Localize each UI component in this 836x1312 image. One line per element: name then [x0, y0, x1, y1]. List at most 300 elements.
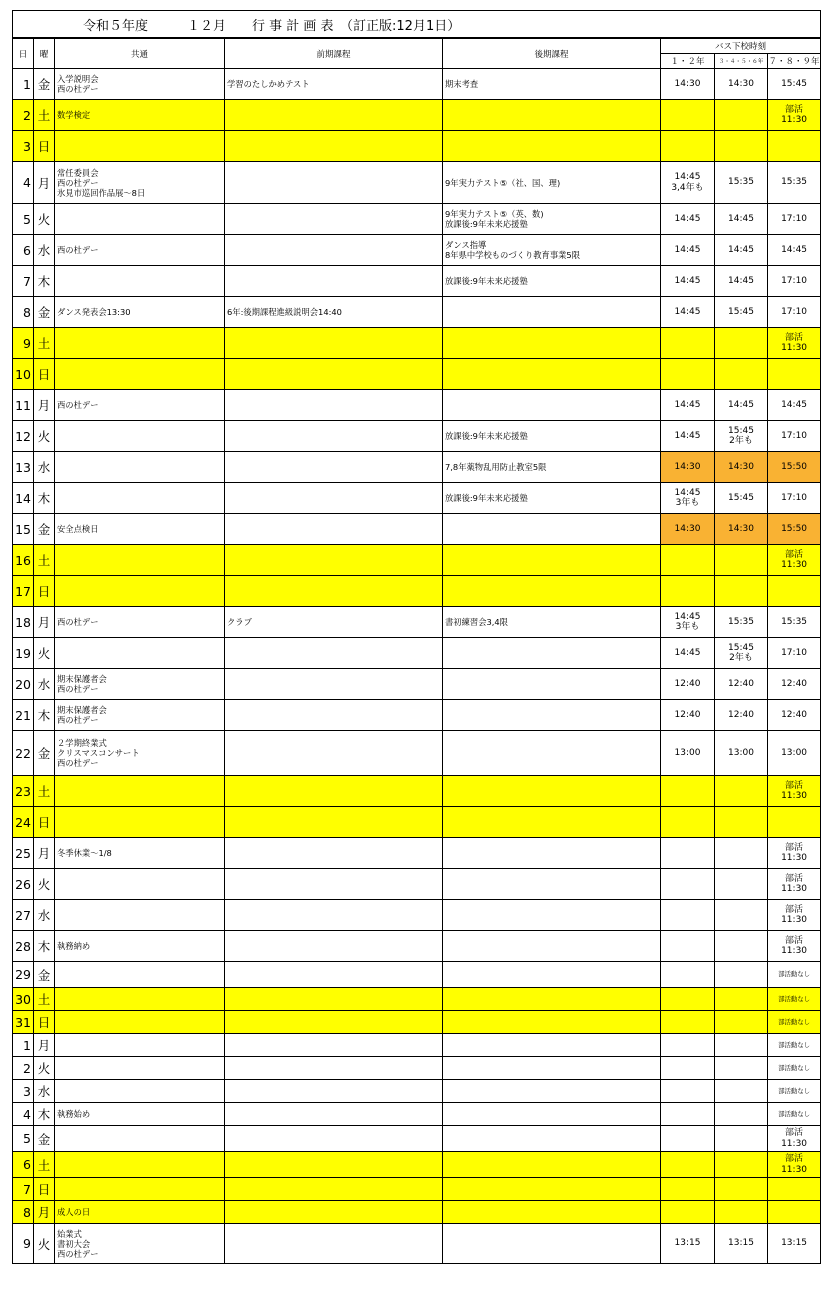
- second-term-cell: [443, 131, 661, 162]
- bus-g789-cell: 17:10: [768, 483, 821, 514]
- first-term-cell: [225, 514, 443, 545]
- bus-g789-cell: 部活 11:30: [768, 838, 821, 869]
- common-cell: [55, 483, 225, 514]
- second-term-cell: [443, 1057, 661, 1080]
- bus-g3456-cell: [715, 1080, 768, 1103]
- bus-g789-cell: 14:45: [768, 390, 821, 421]
- bus-g3456-cell: 14:30: [715, 69, 768, 100]
- day-cell: 16: [13, 545, 34, 576]
- bus-g3456-cell: 14:45: [715, 235, 768, 266]
- second-term-cell: [443, 359, 661, 390]
- bus-g3456-cell: 14:45: [715, 390, 768, 421]
- bus-g12-cell: [661, 807, 715, 838]
- common-cell: [55, 421, 225, 452]
- day-cell: 23: [13, 776, 34, 807]
- weekday-cell: 土: [34, 988, 55, 1011]
- common-cell: [55, 266, 225, 297]
- bus-g789-cell: [768, 1178, 821, 1201]
- table-row: [13, 576, 821, 607]
- first-term-cell: [225, 988, 443, 1011]
- common-cell: ２学期終業式 クリスマスコンサート 西の杜デー: [55, 731, 225, 776]
- weekday-cell: 月: [34, 162, 55, 204]
- day-cell: 24: [13, 807, 34, 838]
- weekday-cell: 土: [34, 328, 55, 359]
- bus-g3456-cell: 12:40: [715, 669, 768, 700]
- bus-g3456-cell: [715, 869, 768, 900]
- second-term-cell: 7,8年薬物乱用防止教室5限: [443, 452, 661, 483]
- table-row: [13, 988, 821, 1011]
- weekday-cell: 月: [34, 390, 55, 421]
- second-term-cell: [443, 638, 661, 669]
- bus-g3456-cell: 14:45: [715, 266, 768, 297]
- table-row: [13, 638, 821, 669]
- header-dow: 曜: [34, 38, 55, 69]
- table-row: [13, 1103, 821, 1126]
- bus-g3456-cell: [715, 576, 768, 607]
- table-row: [13, 838, 821, 869]
- bus-g3456-cell: [715, 807, 768, 838]
- table-row: [13, 700, 821, 731]
- bus-g12-cell: 14:45: [661, 297, 715, 328]
- table-row: [13, 1057, 821, 1080]
- bus-g789-cell: 17:10: [768, 266, 821, 297]
- first-term-cell: [225, 235, 443, 266]
- second-term-cell: [443, 931, 661, 962]
- weekday-cell: 水: [34, 1080, 55, 1103]
- second-term-cell: [443, 731, 661, 776]
- day-cell: 3: [13, 131, 34, 162]
- bus-g12-cell: [661, 1011, 715, 1034]
- bus-g12-cell: [661, 576, 715, 607]
- bus-g12-cell: 14:45: [661, 266, 715, 297]
- bus-g789-cell: 部活 11:30: [768, 100, 821, 131]
- weekday-cell: 月: [34, 1034, 55, 1057]
- bus-g12-cell: 14:45 3年も: [661, 607, 715, 638]
- bus-g12-cell: 13:15: [661, 1224, 715, 1264]
- header-second-term: 後期課程: [443, 38, 661, 69]
- weekday-cell: 土: [34, 1152, 55, 1178]
- first-term-cell: [225, 545, 443, 576]
- table-row: [13, 514, 821, 545]
- bus-g789-cell: [768, 576, 821, 607]
- weekday-cell: 月: [34, 1201, 55, 1224]
- bus-g12-cell: [661, 131, 715, 162]
- day-cell: 7: [13, 1178, 34, 1201]
- second-term-cell: ダンス指導 8年県中学校ものづくり教育事業5限: [443, 235, 661, 266]
- second-term-cell: 放課後:9年未来応援塾: [443, 266, 661, 297]
- second-term-cell: [443, 900, 661, 931]
- weekday-cell: 木: [34, 266, 55, 297]
- day-cell: 10: [13, 359, 34, 390]
- day-cell: 31: [13, 1011, 34, 1034]
- bus-g789-cell: 部活 11:30: [768, 900, 821, 931]
- bus-g12-cell: 14:30: [661, 514, 715, 545]
- bus-g3456-cell: 15:45: [715, 483, 768, 514]
- day-cell: 17: [13, 576, 34, 607]
- bus-g789-cell: 部活 11:30: [768, 776, 821, 807]
- common-cell: 入学説明会 西の杜デー: [55, 69, 225, 100]
- weekday-cell: 火: [34, 421, 55, 452]
- bus-g789-cell: 14:45: [768, 235, 821, 266]
- second-term-cell: [443, 1224, 661, 1264]
- bus-g12-cell: [661, 962, 715, 988]
- table-row: [13, 1178, 821, 1201]
- bus-g789-cell: 17:10: [768, 638, 821, 669]
- common-cell: 成人の日: [55, 1201, 225, 1224]
- table-row: [13, 390, 821, 421]
- second-term-cell: [443, 776, 661, 807]
- second-term-cell: [443, 1011, 661, 1034]
- bus-g12-cell: [661, 1080, 715, 1103]
- first-term-cell: [225, 731, 443, 776]
- common-cell: 始業式 書初大会 西の杜デー: [55, 1224, 225, 1264]
- bus-g789-cell: 15:45: [768, 69, 821, 100]
- bus-g3456-cell: [715, 1201, 768, 1224]
- table-row: [13, 776, 821, 807]
- table-row: [13, 1034, 821, 1057]
- first-term-cell: [225, 669, 443, 700]
- weekday-cell: 日: [34, 131, 55, 162]
- bus-g12-cell: 14:45 3,4年も: [661, 162, 715, 204]
- second-term-cell: 9年実力テスト⑤（英、数) 放課後:9年未来応援塾: [443, 204, 661, 235]
- header-bus-g3456: ３・４・５・６年: [715, 54, 768, 69]
- weekday-cell: 水: [34, 669, 55, 700]
- day-cell: 8: [13, 297, 34, 328]
- table-row: [13, 869, 821, 900]
- day-cell: 4: [13, 162, 34, 204]
- bus-g3456-cell: 14:45: [715, 204, 768, 235]
- common-cell: [55, 328, 225, 359]
- common-cell: 安全点検日: [55, 514, 225, 545]
- bus-g3456-cell: [715, 359, 768, 390]
- common-cell: ダンス発表会13:30: [55, 297, 225, 328]
- day-cell: 5: [13, 1126, 34, 1152]
- weekday-cell: 金: [34, 1126, 55, 1152]
- table-row: [13, 266, 821, 297]
- second-term-cell: 9年実力テスト⑤（社、国、理): [443, 162, 661, 204]
- table-row: [13, 1152, 821, 1178]
- bus-g789-cell: 部活動なし: [768, 1011, 821, 1034]
- bus-g12-cell: [661, 359, 715, 390]
- header-first-term: 前期課程: [225, 38, 443, 69]
- page-title: 令和５年度 １２月 行 事 計 画 表 （訂正版:12月1日）: [13, 11, 821, 39]
- first-term-cell: 6年:後期課程進級説明会14:40: [225, 297, 443, 328]
- first-term-cell: [225, 1103, 443, 1126]
- weekday-cell: 火: [34, 638, 55, 669]
- first-term-cell: [225, 869, 443, 900]
- common-cell: 執務始め: [55, 1103, 225, 1126]
- bus-g789-cell: [768, 1201, 821, 1224]
- bus-g3456-cell: [715, 131, 768, 162]
- weekday-cell: 火: [34, 869, 55, 900]
- day-cell: 9: [13, 328, 34, 359]
- table-row: [13, 1080, 821, 1103]
- common-cell: [55, 988, 225, 1011]
- bus-g789-cell: 13:15: [768, 1224, 821, 1264]
- first-term-cell: [225, 807, 443, 838]
- weekday-cell: 木: [34, 931, 55, 962]
- bus-g12-cell: 12:40: [661, 700, 715, 731]
- second-term-cell: [443, 1178, 661, 1201]
- bus-g789-cell: 15:50: [768, 514, 821, 545]
- day-cell: 1: [13, 69, 34, 100]
- bus-g12-cell: [661, 869, 715, 900]
- common-cell: [55, 359, 225, 390]
- day-cell: 25: [13, 838, 34, 869]
- first-term-cell: [225, 483, 443, 514]
- day-cell: 21: [13, 700, 34, 731]
- first-term-cell: [225, 931, 443, 962]
- bus-g12-cell: [661, 1103, 715, 1126]
- bus-g789-cell: 部活 11:30: [768, 931, 821, 962]
- table-row: [13, 1224, 821, 1264]
- bus-g3456-cell: 15:45: [715, 297, 768, 328]
- second-term-cell: [443, 988, 661, 1011]
- table-row: [13, 452, 821, 483]
- weekday-cell: 金: [34, 69, 55, 100]
- day-cell: 19: [13, 638, 34, 669]
- common-cell: [55, 962, 225, 988]
- weekday-cell: 日: [34, 807, 55, 838]
- day-cell: 6: [13, 1152, 34, 1178]
- day-cell: 7: [13, 266, 34, 297]
- first-term-cell: [225, 1224, 443, 1264]
- table-row: [13, 669, 821, 700]
- first-term-cell: [225, 266, 443, 297]
- common-cell: [55, 1152, 225, 1178]
- second-term-cell: [443, 1080, 661, 1103]
- bus-g789-cell: 15:50: [768, 452, 821, 483]
- table-row: [13, 731, 821, 776]
- day-cell: 27: [13, 900, 34, 931]
- first-term-cell: [225, 162, 443, 204]
- bus-g3456-cell: 15:35: [715, 607, 768, 638]
- second-term-cell: 放課後:9年未来応援塾: [443, 421, 661, 452]
- weekday-cell: 火: [34, 1057, 55, 1080]
- day-cell: 30: [13, 988, 34, 1011]
- bus-g12-cell: [661, 100, 715, 131]
- bus-g12-cell: 14:45 3年も: [661, 483, 715, 514]
- second-term-cell: 放課後:9年未来応援塾: [443, 483, 661, 514]
- bus-g3456-cell: 14:30: [715, 514, 768, 545]
- bus-g789-cell: 部活動なし: [768, 962, 821, 988]
- weekday-cell: 水: [34, 235, 55, 266]
- day-cell: 29: [13, 962, 34, 988]
- day-cell: 1: [13, 1034, 34, 1057]
- common-cell: [55, 1126, 225, 1152]
- bus-g3456-cell: [715, 962, 768, 988]
- bus-g3456-cell: [715, 1057, 768, 1080]
- bus-g12-cell: [661, 900, 715, 931]
- bus-g789-cell: 12:40: [768, 700, 821, 731]
- bus-g3456-cell: 14:30: [715, 452, 768, 483]
- bus-g12-cell: 14:45: [661, 421, 715, 452]
- bus-g789-cell: 部活 11:30: [768, 869, 821, 900]
- bus-g789-cell: 12:40: [768, 669, 821, 700]
- table-row: [13, 359, 821, 390]
- common-cell: 期末保護者会 西の杜デー: [55, 669, 225, 700]
- day-cell: 26: [13, 869, 34, 900]
- bus-g3456-cell: [715, 1011, 768, 1034]
- bus-g3456-cell: [715, 1178, 768, 1201]
- first-term-cell: [225, 359, 443, 390]
- bus-g12-cell: [661, 1057, 715, 1080]
- first-term-cell: [225, 1011, 443, 1034]
- first-term-cell: [225, 1080, 443, 1103]
- first-term-cell: [225, 1201, 443, 1224]
- bus-g12-cell: 14:45: [661, 235, 715, 266]
- common-cell: [55, 900, 225, 931]
- day-cell: 20: [13, 669, 34, 700]
- first-term-cell: [225, 576, 443, 607]
- common-cell: [55, 1057, 225, 1080]
- common-cell: 執務納め: [55, 931, 225, 962]
- table-row: [13, 204, 821, 235]
- table-row: [13, 328, 821, 359]
- common-cell: 西の杜デー: [55, 607, 225, 638]
- day-cell: 2: [13, 1057, 34, 1080]
- common-cell: [55, 131, 225, 162]
- bus-g12-cell: [661, 1178, 715, 1201]
- common-cell: [55, 1080, 225, 1103]
- bus-g12-cell: [661, 1201, 715, 1224]
- table-row: [13, 162, 821, 204]
- bus-g12-cell: 13:00: [661, 731, 715, 776]
- bus-g12-cell: [661, 1152, 715, 1178]
- bus-g12-cell: 12:40: [661, 669, 715, 700]
- day-cell: 8: [13, 1201, 34, 1224]
- second-term-cell: [443, 700, 661, 731]
- bus-g789-cell: 部活動なし: [768, 1103, 821, 1126]
- bus-g3456-cell: [715, 545, 768, 576]
- table-row: [13, 297, 821, 328]
- day-cell: 2: [13, 100, 34, 131]
- weekday-cell: 日: [34, 359, 55, 390]
- day-cell: 13: [13, 452, 34, 483]
- first-term-cell: [225, 421, 443, 452]
- bus-g3456-cell: 13:15: [715, 1224, 768, 1264]
- bus-g789-cell: 部活 11:30: [768, 545, 821, 576]
- table-row: [13, 235, 821, 266]
- header-day: 日: [13, 38, 34, 69]
- bus-g789-cell: 部活 11:30: [768, 1152, 821, 1178]
- second-term-cell: [443, 869, 661, 900]
- bus-g3456-cell: [715, 100, 768, 131]
- first-term-cell: クラブ: [225, 607, 443, 638]
- bus-g3456-cell: 15:35: [715, 162, 768, 204]
- bus-g3456-cell: 15:45 2年も: [715, 421, 768, 452]
- common-cell: [55, 869, 225, 900]
- first-term-cell: [225, 838, 443, 869]
- bus-g789-cell: [768, 131, 821, 162]
- common-cell: 西の杜デー: [55, 390, 225, 421]
- table-row: [13, 69, 821, 100]
- day-cell: 6: [13, 235, 34, 266]
- bus-g789-cell: 部活 11:30: [768, 328, 821, 359]
- bus-g3456-cell: [715, 838, 768, 869]
- second-term-cell: 期末考査: [443, 69, 661, 100]
- weekday-cell: 金: [34, 962, 55, 988]
- bus-g12-cell: [661, 988, 715, 1011]
- day-cell: 3: [13, 1080, 34, 1103]
- second-term-cell: [443, 962, 661, 988]
- bus-g789-cell: 15:35: [768, 162, 821, 204]
- second-term-cell: [443, 669, 661, 700]
- second-term-cell: [443, 328, 661, 359]
- first-term-cell: [225, 962, 443, 988]
- first-term-cell: [225, 328, 443, 359]
- weekday-cell: 水: [34, 452, 55, 483]
- common-cell: 西の杜デー: [55, 235, 225, 266]
- day-cell: 18: [13, 607, 34, 638]
- bus-g789-cell: 部活動なし: [768, 1080, 821, 1103]
- weekday-cell: 木: [34, 700, 55, 731]
- bus-g12-cell: 14:30: [661, 69, 715, 100]
- bus-g3456-cell: [715, 1034, 768, 1057]
- common-cell: [55, 204, 225, 235]
- common-cell: 期末保護者会 西の杜デー: [55, 700, 225, 731]
- bus-g12-cell: 14:45: [661, 204, 715, 235]
- first-term-cell: [225, 638, 443, 669]
- first-term-cell: [225, 776, 443, 807]
- common-cell: [55, 776, 225, 807]
- table-row: [13, 900, 821, 931]
- common-cell: [55, 807, 225, 838]
- bus-g12-cell: [661, 1034, 715, 1057]
- second-term-cell: [443, 297, 661, 328]
- bus-g3456-cell: [715, 328, 768, 359]
- bus-g3456-cell: 15:45 2年も: [715, 638, 768, 669]
- bus-g3456-cell: [715, 1126, 768, 1152]
- table-row: [13, 962, 821, 988]
- bus-g3456-cell: 13:00: [715, 731, 768, 776]
- second-term-cell: [443, 1126, 661, 1152]
- second-term-cell: [443, 807, 661, 838]
- day-cell: 11: [13, 390, 34, 421]
- bus-g3456-cell: [715, 931, 768, 962]
- bus-g3456-cell: [715, 776, 768, 807]
- common-cell: [55, 1034, 225, 1057]
- bus-g789-cell: 部活動なし: [768, 988, 821, 1011]
- day-cell: 22: [13, 731, 34, 776]
- second-term-cell: [443, 838, 661, 869]
- weekday-cell: 土: [34, 776, 55, 807]
- bus-g3456-cell: 12:40: [715, 700, 768, 731]
- bus-g3456-cell: [715, 1152, 768, 1178]
- table-row: [13, 607, 821, 638]
- table-row: [13, 1126, 821, 1152]
- bus-g12-cell: [661, 838, 715, 869]
- bus-g789-cell: [768, 359, 821, 390]
- header-bus-g789: ７・８・９年: [768, 54, 821, 69]
- first-term-cell: [225, 390, 443, 421]
- second-term-cell: [443, 1201, 661, 1224]
- second-term-cell: 書初練習会3,4限: [443, 607, 661, 638]
- first-term-cell: [225, 1152, 443, 1178]
- weekday-cell: 土: [34, 100, 55, 131]
- first-term-cell: [225, 1178, 443, 1201]
- weekday-cell: 金: [34, 731, 55, 776]
- bus-g3456-cell: [715, 988, 768, 1011]
- weekday-cell: 日: [34, 576, 55, 607]
- bus-g12-cell: [661, 328, 715, 359]
- bus-g789-cell: 15:35: [768, 607, 821, 638]
- common-cell: [55, 545, 225, 576]
- bus-g789-cell: 部活動なし: [768, 1057, 821, 1080]
- day-cell: 12: [13, 421, 34, 452]
- weekday-cell: 日: [34, 1178, 55, 1201]
- common-cell: 数学検定: [55, 100, 225, 131]
